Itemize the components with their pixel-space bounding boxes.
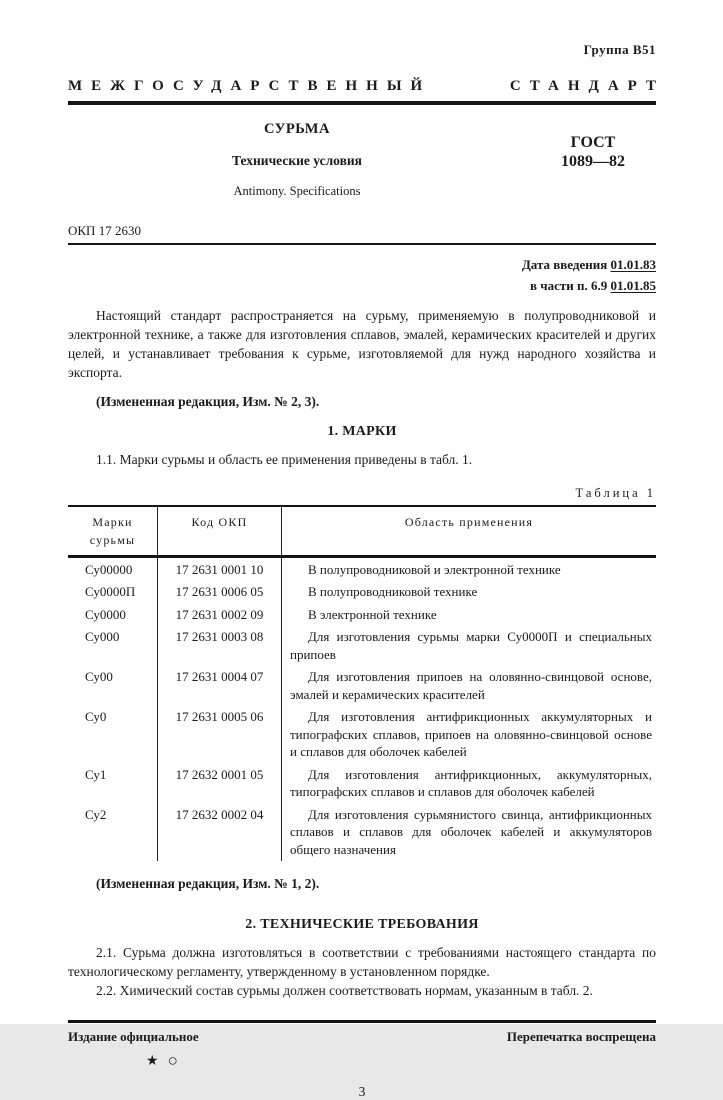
section2-title: 2. ТЕХНИЧЕСКИЕ ТРЕБОВАНИЯ [245, 916, 479, 932]
amendment-note-2: (Измененная редакция, Изм. № 1, 2). [96, 875, 320, 891]
table-header-mark: Марки сурьмы [68, 507, 158, 555]
star-icon: ★ [146, 1053, 159, 1069]
table-header-row [68, 507, 656, 558]
table-row [68, 666, 656, 706]
mark-cell: Су00 [68, 666, 158, 706]
intro-date-line2 [68, 275, 656, 296]
table-row [68, 763, 656, 803]
application-cell: В полупроводниковой технике [308, 584, 478, 599]
reprint-prohibited-note: Перепечатка воспрещена [506, 1028, 656, 1044]
standard-type-heading [68, 78, 665, 95]
mark-cell: Су2 [68, 803, 158, 861]
table-row [68, 803, 656, 861]
standard-type-word1: МЕЖГОСУДАРСТВЕННЫЙ [68, 78, 432, 94]
clause-2-2: 2.2. Химический состав сурьмы должен соответствовать нормам, указанным в табл. 2. [96, 982, 593, 998]
application-cell: В электронной технике [308, 606, 437, 622]
table1-label: Таблица 1 [575, 486, 656, 500]
mark-cell: Су1 [68, 763, 158, 803]
header-rule [68, 101, 656, 105]
okp-code: ОКП 17 2630 [68, 223, 141, 238]
mark-cell: Су0000 [68, 603, 158, 626]
footer-notes [68, 1029, 656, 1045]
intro-date-label2: в части п. 6.9 [530, 278, 608, 293]
okp-rule [68, 243, 656, 245]
mark-cell: Су0000П [68, 581, 158, 604]
amendment-note-1: (Измененная редакция, Изм. № 2, 3). [96, 394, 320, 409]
application-cell: В полупроводниковой и электронной технике [308, 561, 561, 577]
table-row [68, 603, 656, 626]
mark-cell: Су0 [68, 706, 158, 764]
code-cell: 17 2632 0002 04 [158, 803, 282, 861]
gost-code-line2: 1089—82 [561, 153, 625, 170]
application-cell: Для изготовления припоев на оловянно-свинцовой основе, эмалей и керамических красителей [290, 669, 652, 702]
official-edition-note: Издание официальное [68, 1028, 199, 1044]
code-cell: 17 2632 0001 05 [158, 763, 282, 803]
code-cell: 17 2631 0004 07 [158, 666, 282, 706]
intro-date-value1: 01.01.83 [610, 257, 656, 272]
page-number: 3 [358, 1083, 366, 1099]
table-row [68, 706, 656, 764]
code-cell: 17 2631 0002 09 [158, 603, 282, 626]
document-subtitle-english: Antimony. Specifications [233, 184, 361, 198]
table-row [68, 626, 656, 666]
intro-date-label1: Дата введения [521, 257, 608, 272]
gost-code-line1: ГОСТ [570, 134, 616, 151]
section1-title: 1. МАРКИ [327, 424, 397, 439]
clause-2-1: 2.1. Сурьма должна изготовляться в соответствии с требованиями настоящего стандарта по технологическому регламенту, утвержденному в установленном порядке. [68, 944, 656, 979]
gost-code-block [561, 133, 625, 171]
mark-cell: Су00000 [68, 558, 158, 581]
application-cell: Для изготовления антифрикционных, аккумуляторных, типографских сплавов и сплавов для оболочек кабелей [290, 766, 652, 799]
code-cell: 17 2631 0001 10 [158, 558, 282, 581]
standard-type-word2: СТАНДАРТ [509, 78, 665, 94]
table-header-application: Область применения [404, 515, 534, 529]
code-cell: 17 2631 0006 05 [158, 581, 282, 604]
intro-date-value2: 01.01.85 [610, 278, 656, 293]
table-row [68, 581, 656, 604]
document-subtitle: Технические условия [232, 153, 362, 168]
footer-rule [68, 1020, 656, 1023]
circle-icon: ○ [167, 1051, 178, 1070]
table-header-okp-code: Код ОКП [158, 507, 282, 555]
footer-symbols [68, 1053, 656, 1070]
application-cell: Для изготовления антифрикционных аккумуляторных и типографских сплавов, припоев на оловянно-свинцовой основе и сплавов для оболочек кабелей [290, 709, 652, 759]
table-row [68, 558, 656, 581]
application-cell: Для изготовления сурьмянистого свинца, антифрикционных сплавов и сплавов для оболочек кабелей и аккумуляторов общего назначения [290, 806, 652, 857]
scope-paragraph: Настоящий стандарт распространяется на сурьму, применяемую в полупроводниковой и электронной технике, а также для изготовления сплавов, эмалей, керамических красителей и других целей, и устанавливает требования к сурьме, изготовляемой для нужд народного хозяйства и экспорта. [68, 308, 656, 380]
code-cell: 17 2631 0005 06 [158, 706, 282, 764]
clause-1-1: 1.1. Марки сурьмы и область ее применения приведены в табл. 1. [96, 452, 473, 467]
document-title: СУРЬМА [264, 121, 330, 137]
introduction-dates [68, 254, 656, 296]
intro-date-line1 [68, 254, 656, 275]
group-label: Группа В51 [583, 42, 656, 57]
marks-table [68, 505, 656, 861]
mark-cell: Су000 [68, 626, 158, 666]
application-cell: Для изготовления сурьмы марки Су0000П и специальных припоев [290, 629, 652, 662]
code-cell: 17 2631 0003 08 [158, 626, 282, 666]
